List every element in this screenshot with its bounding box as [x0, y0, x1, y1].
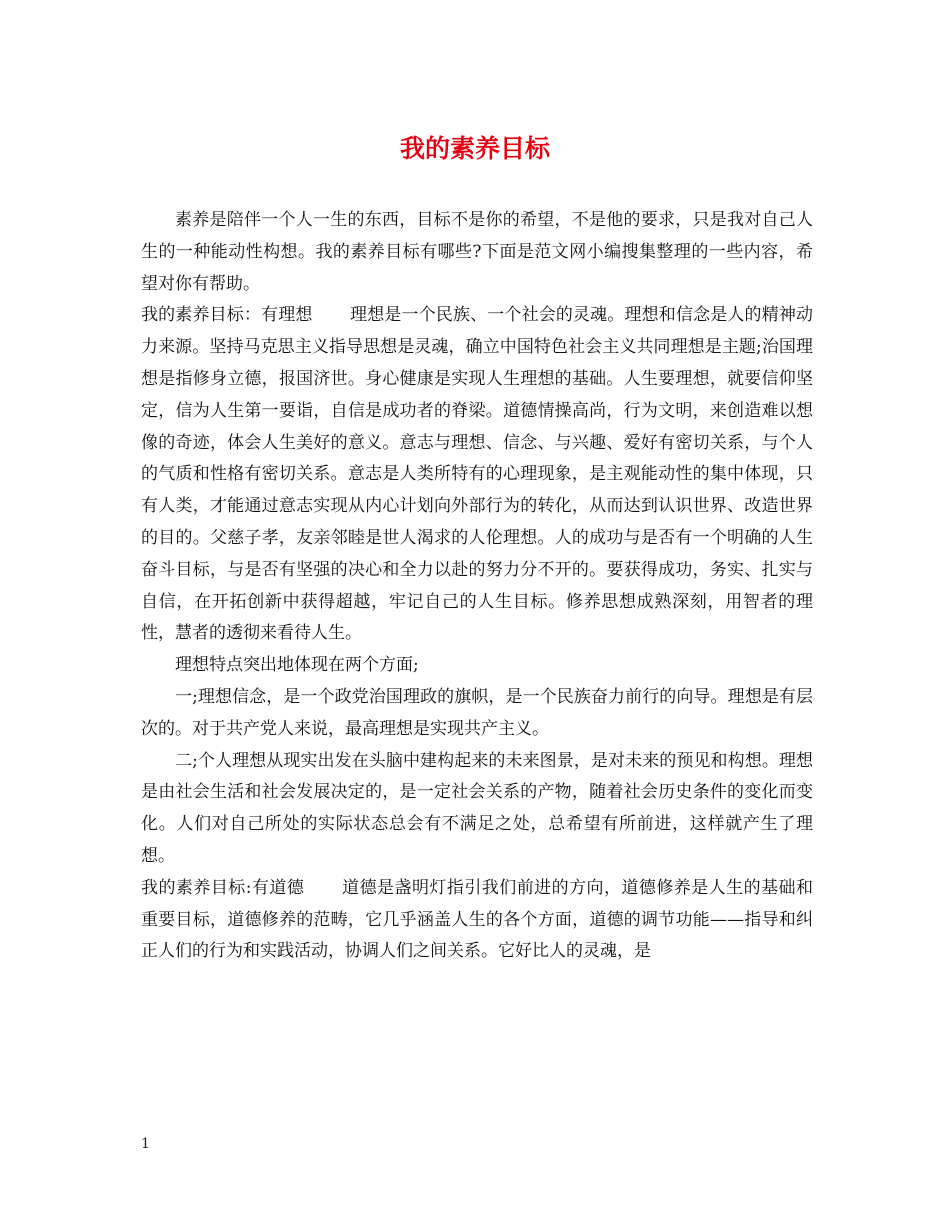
section-text-morality: 道德是盏明灯指引我们前进的方向，道德修养是人生的基础和重要目标，道德修养的范畴，它几乎涵盖人生的各个方面，道德的调节功能——指导和纠正人们的行为和实践活动，协调人们之间关系。它好比人的灵魂，是: [141, 877, 814, 962]
paragraph-ideal-features: 理想特点突出地体现在两个方面;: [175, 655, 419, 676]
paragraph-point-one: 一;理想信念，是一个政党治国理政的旗帜，是一个民族奋力前行的向导。理想是有层次的。对于共产党人来说，最高理想是实现共产主义。: [141, 686, 813, 739]
section-heading-ideal: 我的素养目标：有理想: [141, 305, 313, 326]
paragraph-morality: [141, 873, 813, 968]
section-text-ideal: 理想是一个民族、一个社会的灵魂。理想和信念是人的精神动力来源。坚持马克思主义指导思想是灵魂，确立中国特色社会主义共同理想是主题;治国理想是指修身立德，报国济世。身心健康是实现人生理想的基础。人生要理想，就要信仰坚定，信为人生第一要诣，自信是成功者的脊梁。道德情操高尚，行为文明，来创造难以想像的奇迹，体会人生美好的意义。意志与理想、信念、与兴趣、爱好有密切关系，与个人的气质和性格有密切关系。意志是人类所特有的心理现象，是主观能动性的集中体现，只有人类，才能通过意志实现从内心计划向外部行为的转化，从而达到认识世界、改造世界的目的。父慈子孝，友亲邻睦是世人渴求的人伦理想。人的成功与是否有一个明确的人生奋斗目标，与是否有坚强的决心和全力以赴的努力分不开的。要获得成功，务实、扎实与自信，在开拓创新中获得超越，牢记自己的人生目标。修养思想成熟深刻，用智者的理性，慧者的透彻来看待人生。: [141, 305, 813, 644]
paragraph-point-two: 二;个人理想从现实出发在头脑中建构起来的未来图景，是对未来的预见和构想。理想是由社会生活和社会发展决定的，是一定社会关系的产物，随着社会历史条件的变化而变化。人们对自己所处的实际状态总会有不满足之处，总希望有所前进，这样就产生了理想。: [141, 750, 813, 866]
section-heading-morality: 我的素养目标:有道德: [141, 877, 305, 898]
page-number: 1: [141, 1136, 150, 1152]
document-title: 我的素养目标: [399, 134, 550, 163]
paragraph-ideal: [141, 300, 813, 650]
document-body: [141, 205, 813, 968]
paragraph-intro: 素养是陪伴一个人一生的东西，目标不是你的希望，不是他的要求，只是我对自己人生的一种能动性构想。我的素养目标有哪些?下面是范文网小编搜集整理的一些内容，希望对你有帮助。: [141, 210, 813, 294]
